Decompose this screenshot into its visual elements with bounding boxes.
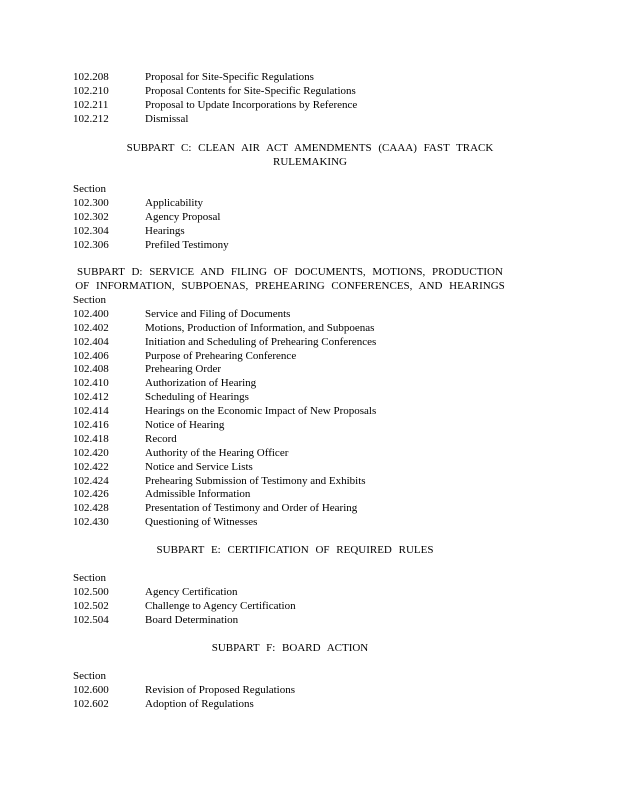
section-number: 102.504 [73, 613, 109, 626]
list-item [73, 600, 543, 614]
list-item [73, 99, 543, 113]
subpart-c-list [73, 183, 543, 252]
list-item [73, 350, 543, 364]
subpart-d-heading-line-2: OF INFORMATION, SUBPOENAS, PREHEARING CONFERENCES, AND HEARINGS [75, 279, 505, 292]
section-number: 102.400 [73, 307, 109, 320]
section-number: 102.412 [73, 391, 109, 404]
section-number: 102.404 [73, 335, 109, 348]
subpart-f-heading-line-1: SUBPART F: BOARD ACTION [211, 642, 369, 654]
list-item [73, 461, 543, 475]
section-title: Initiation and Scheduling of Prehearing Conferences [145, 335, 377, 348]
section-title: Record [145, 432, 177, 445]
section-title: Service and Filing of Documents [145, 307, 291, 320]
section-title: Revision of Proposed Regulations [145, 683, 296, 696]
section-number: 102.302 [73, 210, 109, 223]
section-title: Proposal Contents for Site-Specific Regulations [145, 84, 356, 97]
list-item [73, 488, 543, 502]
section-title: Proposal to Update Incorporations by Reference [145, 98, 358, 111]
section-number: 102.408 [73, 363, 109, 376]
section-title: Notice of Hearing [145, 419, 225, 432]
section-title: Agency Certification [145, 585, 238, 598]
section-title: Notice and Service Lists [145, 460, 253, 473]
list-item [73, 405, 543, 419]
section-title: Authorization of Hearing [145, 377, 257, 390]
list-item [73, 211, 543, 225]
list-item [73, 336, 543, 350]
list-item [73, 586, 543, 600]
section-title: Questioning of Witnesses [145, 516, 258, 529]
list-item [73, 308, 543, 322]
section-title: Presentation of Testimony and Order of Hearing [145, 502, 358, 515]
list-item [73, 363, 543, 377]
section-number: 102.500 [73, 585, 109, 598]
section-label: Section [73, 294, 106, 306]
section-number: 102.406 [73, 349, 109, 362]
section-title: Prehearing Submission of Testimony and Exhibits [145, 474, 366, 487]
section-title: Purpose of Prehearing Conference [145, 349, 297, 362]
section-title: Hearings on the Economic Impact of New Proposals [145, 405, 377, 418]
subpart-c-heading [60, 142, 560, 170]
section-title: Admissible Information [145, 488, 251, 501]
subpart-f-heading [40, 642, 540, 656]
section-title: Proposal for Site-Specific Regulations [145, 71, 314, 83]
subpart-f-list [73, 670, 543, 712]
section-number: 102.306 [73, 238, 109, 251]
section-title: Prefiled Testimony [145, 238, 229, 251]
section-number: 102.211 [73, 98, 109, 111]
section-number: 102.212 [73, 112, 109, 125]
section-number: 102.430 [73, 516, 109, 529]
list-item [73, 239, 543, 253]
subpart-d-heading [40, 266, 540, 294]
section-number: 102.424 [73, 474, 109, 487]
section-number: 102.426 [73, 488, 109, 501]
list-item [73, 197, 543, 211]
section-number: 102.502 [73, 599, 109, 612]
section-title: Scheduling of Hearings [145, 391, 249, 404]
list-item [73, 225, 543, 239]
list-item [73, 684, 543, 698]
list-item [73, 433, 543, 447]
subpart-d-heading-line-1: SUBPART D: SERVICE AND FILING OF DOCUMENTS, MOTIONS, PRODUCTION [77, 266, 503, 278]
subpart-d-list [73, 294, 543, 530]
section-number: 102.410 [73, 377, 109, 390]
list-item [73, 113, 543, 127]
section-number: 102.208 [73, 71, 109, 83]
section-number: 102.304 [73, 224, 109, 237]
subpart-e-list [73, 572, 543, 628]
section-number: 102.422 [73, 460, 109, 473]
section-number: 102.602 [73, 697, 109, 710]
list-item [73, 85, 543, 99]
list-item [73, 698, 543, 712]
section-number: 102.428 [73, 502, 109, 515]
section-title: Dismissal [145, 112, 189, 125]
list-item [73, 516, 543, 530]
section-title: Board Determination [145, 613, 239, 626]
section-number: 102.300 [73, 196, 109, 209]
list-item [73, 447, 543, 461]
subpart-e-heading-line-1: SUBPART E: CERTIFICATION OF REQUIRED RULES [156, 544, 434, 556]
section-number: 102.402 [73, 321, 109, 334]
section-title: Adoption of Regulations [145, 697, 254, 710]
section-title: Motions, Production of Information, and Subpoenas [145, 321, 375, 334]
section-number: 102.416 [73, 419, 109, 432]
subpart-c-heading-line-1: SUBPART C: CLEAN AIR ACT AMENDMENTS (CAAA) FAST TRACK [126, 142, 494, 154]
list-item [73, 502, 543, 516]
subpart-e-heading [45, 544, 545, 558]
list-item [73, 391, 543, 405]
list-item [73, 377, 543, 391]
section-number: 102.418 [73, 432, 109, 445]
list-item [73, 71, 543, 85]
section-title: Challenge to Agency Certification [145, 599, 296, 612]
section-label: Section [73, 572, 106, 584]
list-item [73, 322, 543, 336]
list-item [73, 475, 543, 489]
list-item [73, 419, 543, 433]
section-label: Section [73, 183, 106, 195]
section-title: Agency Proposal [145, 210, 221, 223]
section-number: 102.600 [73, 683, 109, 696]
section-title: Authority of the Hearing Officer [145, 446, 289, 459]
section-title: Applicability [145, 196, 204, 209]
section-title: Hearings [145, 224, 185, 237]
section-number: 102.414 [73, 405, 109, 418]
subpart-b-continued-list [73, 71, 543, 127]
section-title: Prehearing Order [145, 363, 222, 376]
section-number: 102.210 [73, 84, 109, 97]
section-number: 102.420 [73, 446, 109, 459]
list-item [73, 614, 543, 628]
subpart-c-heading-line-2: RULEMAKING [273, 155, 347, 168]
section-label: Section [73, 670, 106, 682]
